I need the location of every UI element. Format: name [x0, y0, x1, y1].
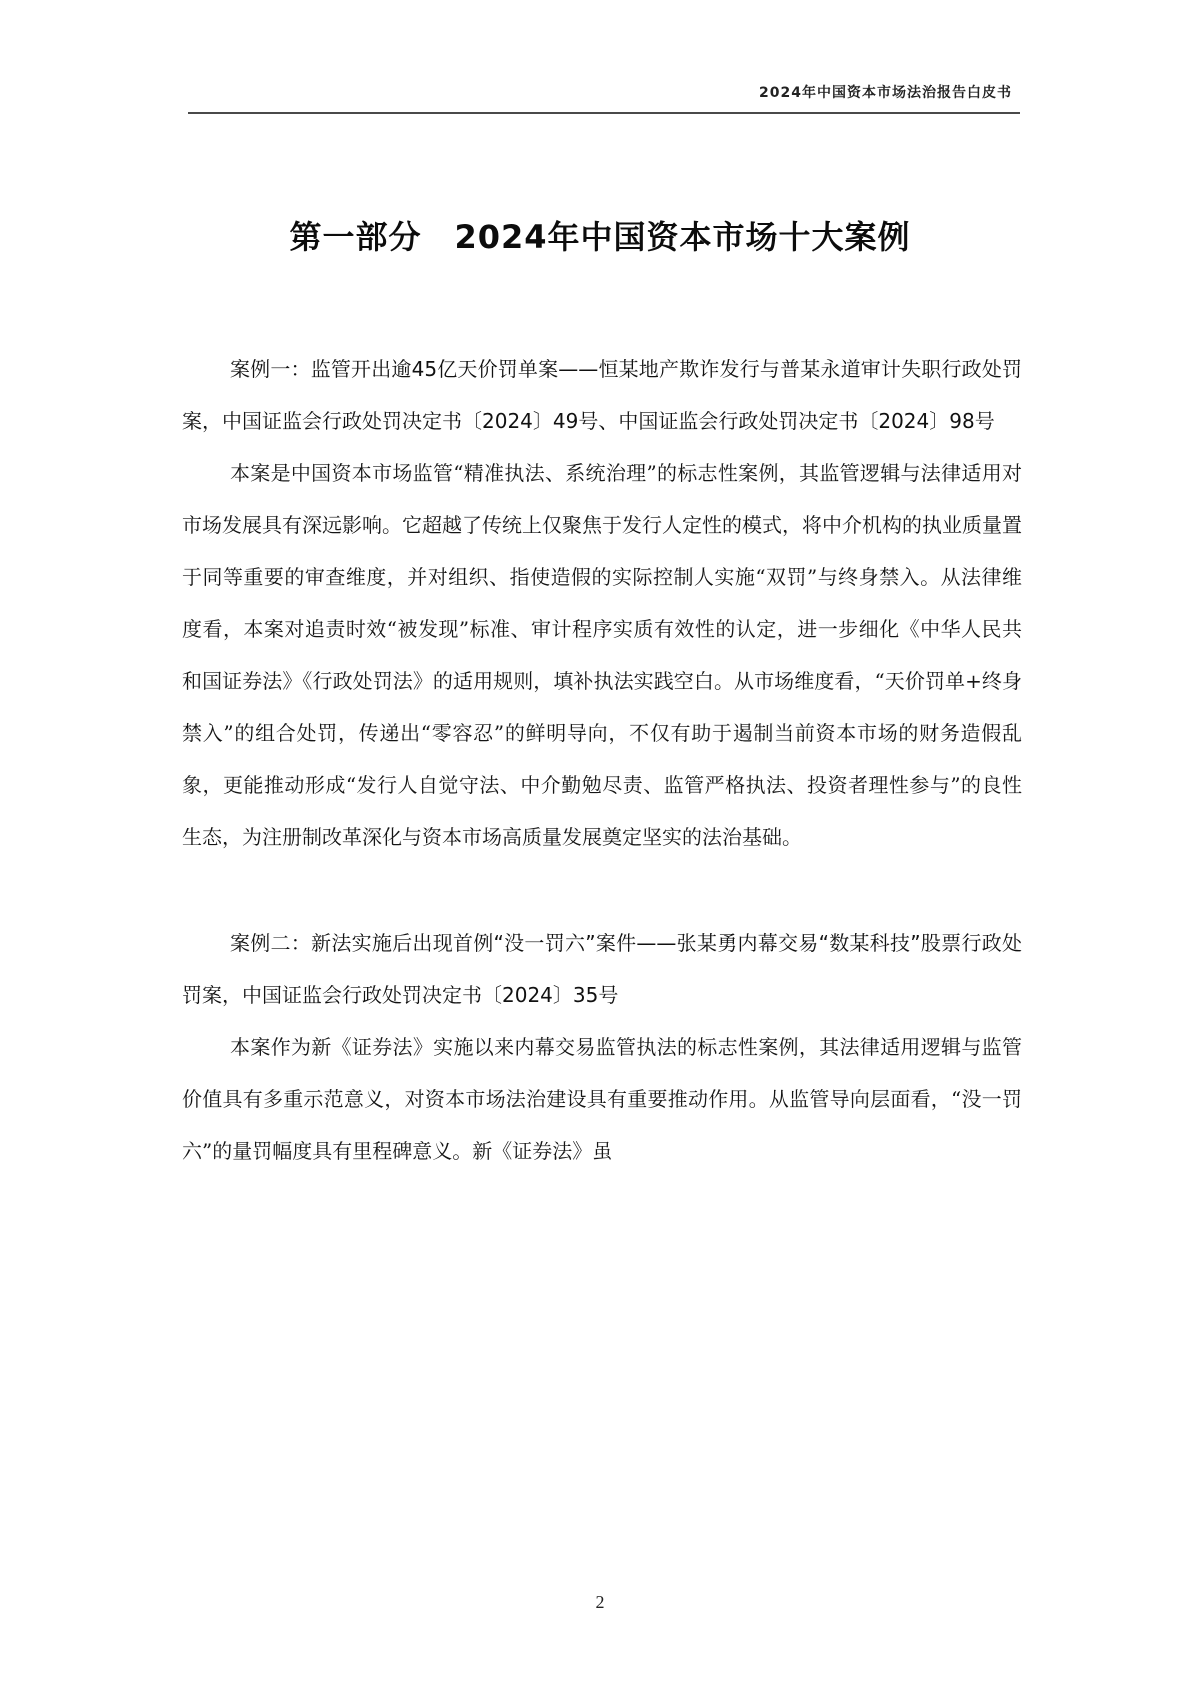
case-heading: 案例一：监管开出逾45亿天价罚单案——恒某地产欺诈发行与普某永道审计失职行政处罚案，中国证监会行政处罚决定书〔2024〕49号、中国证监会行政处罚决定书〔2024〕98号 [182, 357, 1022, 433]
case-section-2 [182, 917, 1022, 1177]
case-body-paragraph: 本案是中国资本市场监管“精准执法、系统治理”的标志性案例，其监管逻辑与法律适用对市场发展具有深远影响。它超越了传统上仅聚焦于发行人定性的模式，将中介机构的执业质量置于同等重要的审查维度，并对组织、指使造假的实际控制人实施“双罚”与终身禁入。从法律维度看，本案对追责时效“被发现”标准、审计程序实质有效性的认定，进一步细化《中华人民共和国证券法》《行政处罚法》的适用规则，填补执法实践空白。从市场维度看，“天价罚单+终身禁入”的组合处罚，传递出“零容忍”的鲜明导向，不仅有助于遏制当前资本市场的财务造假乱象，更能推动形成“发行人自觉守法、中介勤勉尽责、监管严格执法、投资者理性参与”的良性生态，为注册制改革深化与资本市场高质量发展奠定坚实的法治基础。 [182, 461, 1022, 849]
case-body-paragraph: 本案作为新《证券法》实施以来内幕交易监管执法的标志性案例，其法律适用逻辑与监管价值具有多重示范意义，对资本市场法治建设具有重要推动作用。从监管导向层面看，“没一罚六”的量罚幅度具有里程碑意义。新《证券法》虽 [182, 1035, 1022, 1163]
page-header [188, 72, 1020, 114]
case-section-1 [182, 343, 1022, 863]
running-title: 2024年中国资本市场法治报告白皮书 [759, 85, 1012, 101]
case-heading: 案例二：新法实施后出现首例“没一罚六”案件——张某勇内幕交易“数某科技”股票行政处罚案，中国证监会行政处罚决定书〔2024〕35号 [182, 931, 1022, 1007]
page-number: 2 [595, 1592, 605, 1612]
part-title: 第一部分 2024年中国资本市场十大案例 [289, 218, 911, 256]
document-content [182, 343, 1022, 1177]
